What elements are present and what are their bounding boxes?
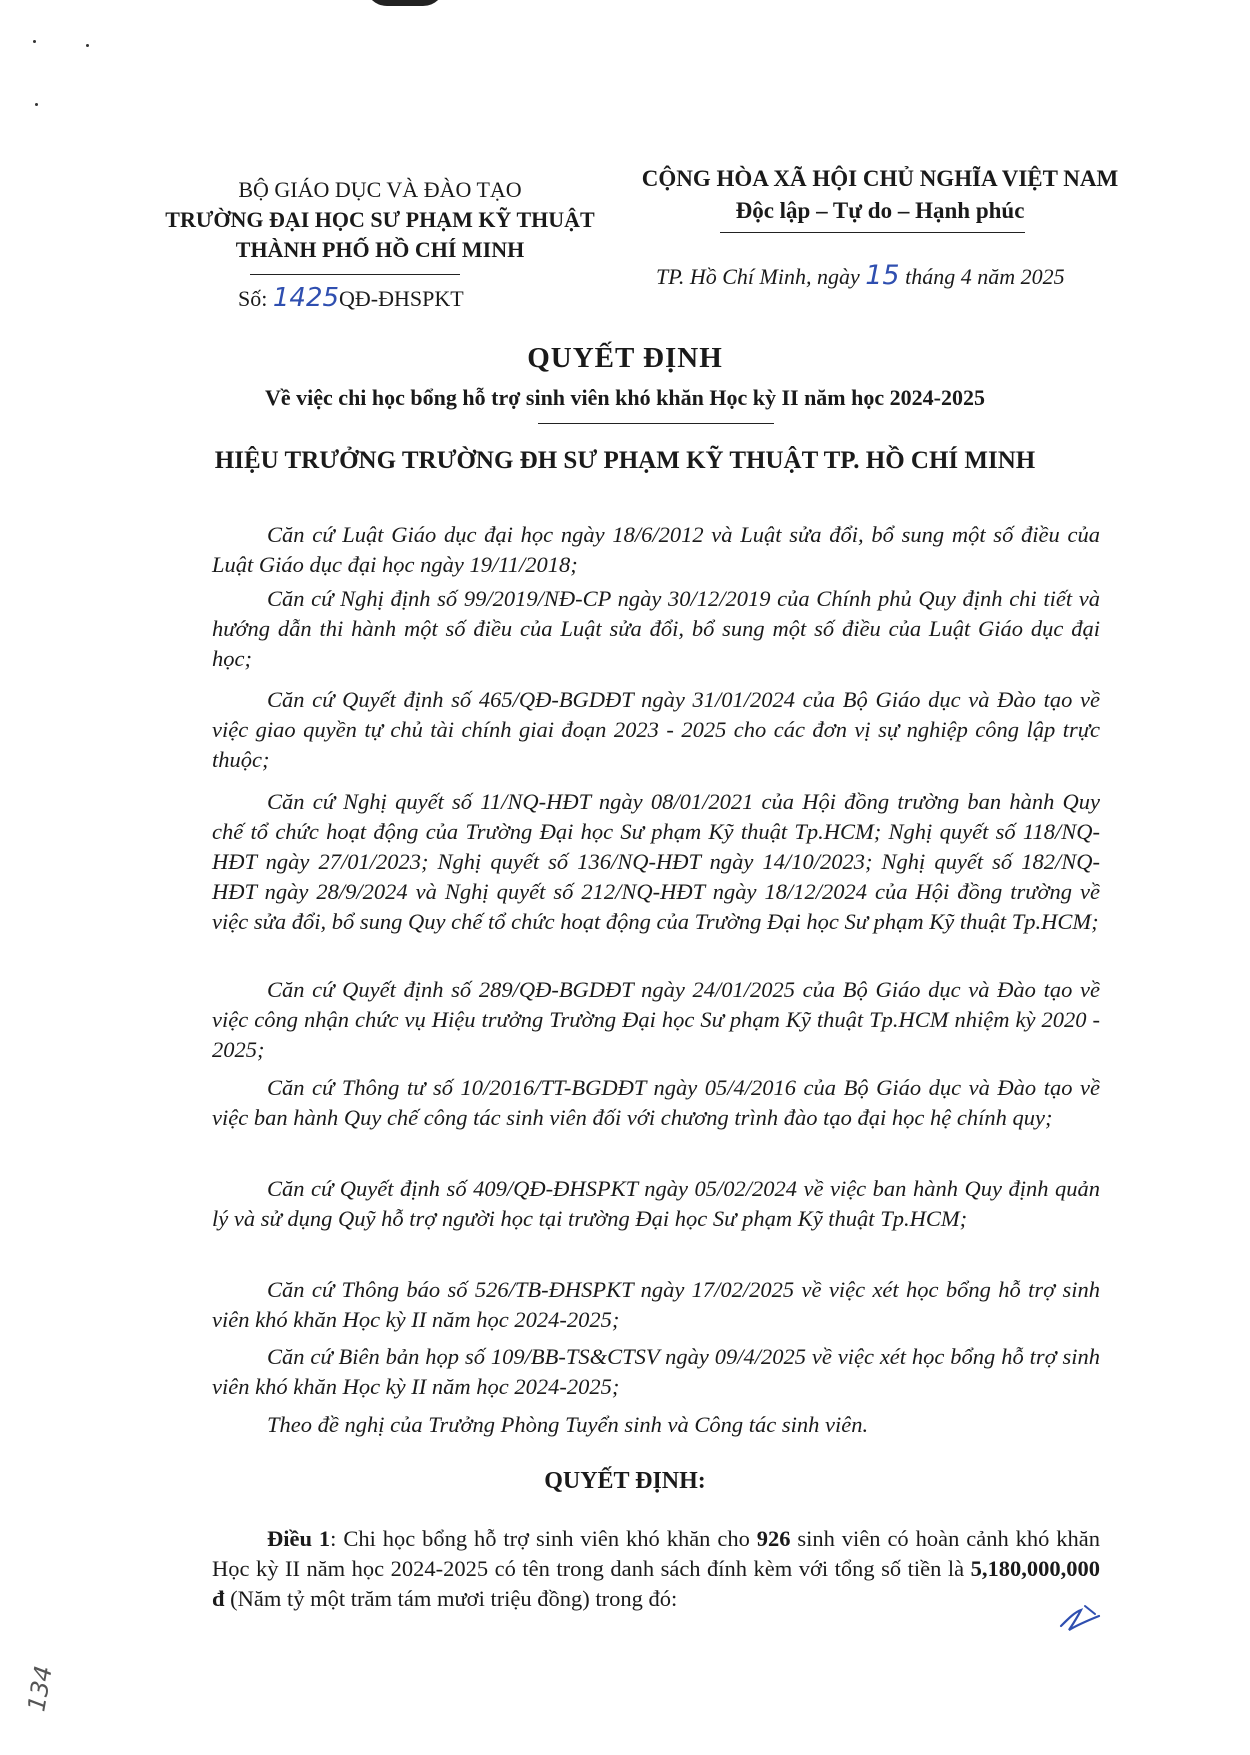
handwritten-number: 1425 <box>272 283 340 313</box>
university-name-line2: THÀNH PHỐ HỒ CHÍ MINH <box>235 237 525 262</box>
national-header <box>620 163 1140 227</box>
university-name-line1: TRƯỜNG ĐẠI HỌC SƯ PHẠM KỸ THUẬT <box>165 207 595 232</box>
handwritten-day: 15 <box>865 260 900 291</box>
issuer-header <box>140 175 620 265</box>
legal-basis: Căn cứ Thông báo số 526/TB-ĐHSPKT ngày 17/02/2025 về việc xét học bổng hỗ trợ sinh viên khó khăn Học kỳ II năm học 2024-2025; <box>212 1277 1100 1332</box>
legal-basis: Căn cứ Biên bản họp số 109/BB-TS&CTSV ngày 09/4/2025 về việc xét học bổng hỗ trợ sinh viên khó khăn Học kỳ II năm học 2024-2025; <box>212 1344 1100 1399</box>
legal-basis: Căn cứ Nghị quyết số 11/NQ-HĐT ngày 08/01/2021 của Hội đồng trường ban hành Quy chế tổ chức hoạt động của Trường Đại học Sư phạm Kỹ thuật Tp.HCM; Nghị quyết số 118/NQ-HĐT ngày 27/01/2023; Nghị quyết số 136/NQ-HĐT ngày 14/10/2023; Nghị quyết số 182/NQ-HĐT ngày 28/9/2024 và Nghị quyết số 212/NQ-HĐT ngày 18/12/2024 của Hội đồng trường về việc sửa đổi, bổ sung Quy chế tổ chức hoạt động của Trường Đại học Sư phạm Kỹ thuật Tp.HCM; <box>212 789 1100 934</box>
issuing-authority: HIỆU TRƯỞNG TRƯỜNG ĐH SƯ PHẠM KỸ THUẬT TP. HỒ CHÍ MINH <box>214 447 1036 474</box>
legal-basis: Căn cứ Nghị định số 99/2019/NĐ-CP ngày 30/12/2019 của Chính phủ Quy định chi tiết và hướng dẫn thi hành một số điều của Luật sửa đổi, bổ sung một số điều của Luật Giáo dục đại học; <box>212 586 1100 671</box>
document-number <box>238 283 464 313</box>
motto-underline <box>720 232 1025 233</box>
article-text: sinh viên có hoàn cảnh khó khăn Học kỳ II năm học 2024-2025 có tên trong danh sách đính kèm với tổng số tiền là <box>212 1526 1101 1581</box>
scan-speck <box>35 103 38 106</box>
margin-handwritten-note <box>18 1661 60 1716</box>
number-suffix: QĐ-ĐHSPKT <box>339 286 464 311</box>
date-line <box>656 260 1065 291</box>
legal-basis: Căn cứ Thông tư số 10/2016/TT-BGDĐT ngày 05/4/2016 của Bộ Giáo dục và Đào tạo về việc ban hành Quy chế công tác sinh viên đối với chương trình đào tạo đại học hệ chính quy; <box>212 1075 1100 1130</box>
handwritten-initials <box>1055 1600 1105 1640</box>
header-divider <box>250 274 460 275</box>
document-subtitle: Về việc chi học bổng hỗ trợ sinh viên khó khăn Học kỳ II năm học 2024-2025 <box>265 385 985 410</box>
legal-basis: Căn cứ Quyết định số 465/QĐ-BGDĐT ngày 31/01/2024 của Bộ Giáo dục và Đào tạo về việc giao quyền tự chủ tài chính giai đoạn 2023 - 2025 cho các đơn vị sự nghiệp công lập trực thuộc; <box>212 687 1100 772</box>
scan-speck <box>86 44 89 47</box>
legal-basis: Căn cứ Luật Giáo dục đại học ngày 18/6/2012 và Luật sửa đổi, bổ sung một số điều của Luật Giáo dục đại học ngày 19/11/2018; <box>212 522 1100 577</box>
republic-name: CỘNG HÒA XÃ HỘI CHỦ NGHĨA VIỆT NAM <box>641 166 1119 191</box>
national-motto: Độc lập – Tự do – Hạnh phúc <box>735 198 1025 223</box>
date-suffix: tháng 4 năm 2025 <box>899 264 1065 289</box>
article-label: Điều 1 <box>267 1526 331 1551</box>
decision-heading: QUYẾT ĐỊNH: <box>544 1468 706 1494</box>
legal-basis: Căn cứ Quyết định số 409/QĐ-ĐHSPKT ngày 05/02/2024 về việc ban hành Quy định quản lý và sử dụng Quỹ hỗ trợ người học tại trường Đại học Sư phạm Kỹ thuật Tp.HCM; <box>212 1176 1100 1231</box>
scan-binding-mark <box>365 0 445 6</box>
date-prefix: TP. Hồ Chí Minh, ngày <box>656 264 866 289</box>
scan-speck <box>33 40 36 43</box>
article-text: (Năm tỷ một trăm tám mươi triệu đồng) trong đó: <box>224 1586 678 1611</box>
article-text: : Chi học bổng hỗ trợ sinh viên khó khăn cho <box>330 1526 757 1551</box>
student-count: 926 <box>756 1526 791 1551</box>
total-amount: 5,180,000,000 đ <box>212 1556 1100 1611</box>
legal-basis: Theo đề nghị của Trưởng Phòng Tuyển sinh và Công tác sinh viên. <box>267 1412 869 1437</box>
subtitle-underline <box>538 423 774 424</box>
ministry-name: BỘ GIÁO DỤC VÀ ĐÀO TẠO <box>238 177 522 202</box>
document-title: QUYẾT ĐỊNH <box>527 342 723 374</box>
margin-note-text: 134 <box>22 1663 58 1714</box>
article-1 <box>212 1524 1100 1614</box>
legal-basis: Căn cứ Quyết định số 289/QĐ-BGDĐT ngày 24/01/2025 của Bộ Giáo dục và Đào tạo về việc công nhận chức vụ Hiệu trưởng Trường Đại học Sư phạm Kỹ thuật Tp.HCM nhiệm kỳ 2020 - 2025; <box>212 977 1100 1062</box>
number-prefix: Số: <box>238 286 273 311</box>
